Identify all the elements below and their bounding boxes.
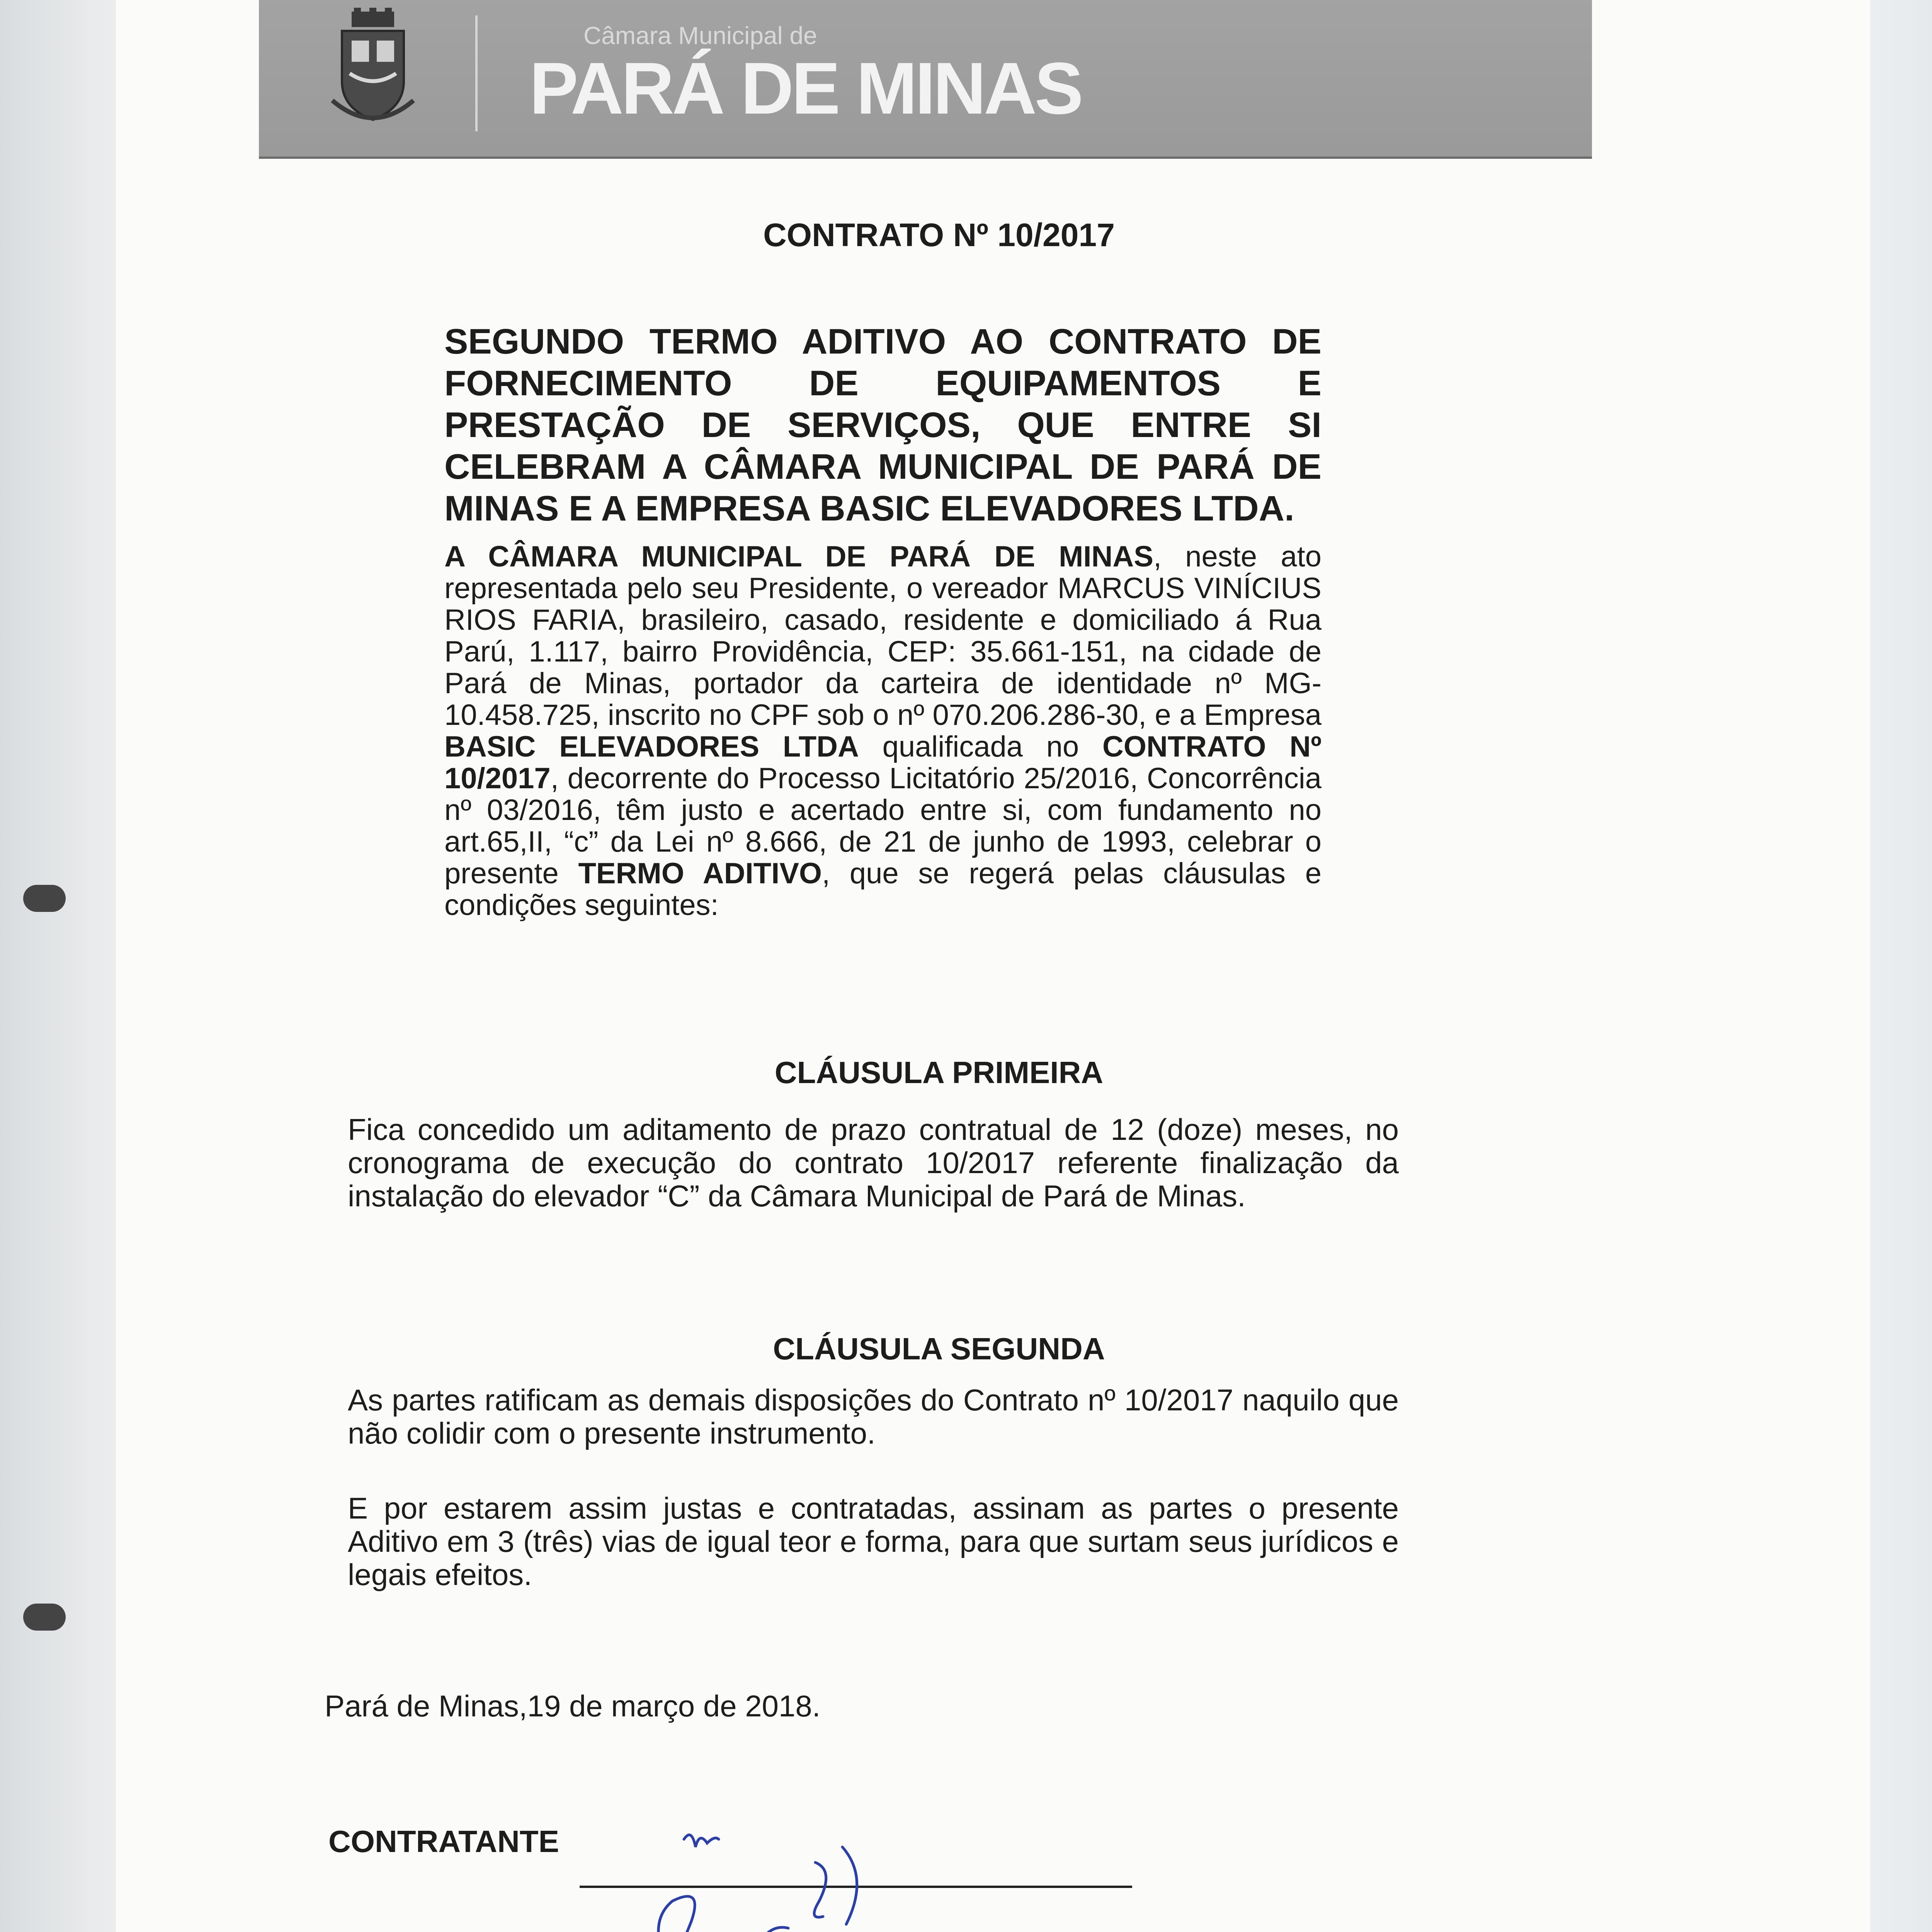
date-line: Pará de Minas,19 de março de 2018. — [325, 1689, 821, 1723]
contract-reference: CONTRATO Nº 10/2017 — [444, 730, 1321, 795]
binder-ring — [23, 1604, 66, 1631]
clause-two-title: CLÁUSULA SEGUNDA — [773, 1332, 1105, 1366]
clause-one-title: CLÁUSULA PRIMEIRA — [774, 1055, 1104, 1090]
intro-text-2: qualificada no — [859, 730, 1102, 763]
binder-ring — [23, 885, 66, 912]
term-label: TERMO ADITIVO — [578, 857, 822, 890]
closing-paragraph: E por estarem assim justas e contratadas, assinam as partes o presente Aditivo em 3 (três) vias de igual teor e forma, para que surtam seus jurídicos e legais efeitos. — [348, 1491, 1399, 1592]
coat-of-arms-icon — [328, 8, 417, 131]
header-subtitle: Câmara Municipal de — [583, 22, 817, 49]
intro-text-3: , decorrente do Processo Licitatório 25/2016, Concorrência nº 03/2016, têm justo e acertado entre si, com fundamento no art.65,II, “c” da Lei nº 8.666, de 21 de junho de 1993, celebrar o presente — [444, 762, 1321, 890]
document-page — [116, 0, 1870, 1932]
contratante-label: CONTRATANTE — [328, 1824, 559, 1859]
clause-one-text: Fica concedido um aditamento de prazo contratual de 12 (doze) meses, no cronograma de execução do contrato 10/2017 referente finalização da instalação do elevador “C” da Câmara Municipal de Pará de Minas. — [348, 1112, 1399, 1213]
header-divider — [475, 15, 478, 131]
letterhead — [259, 0, 1592, 159]
contract-number: CONTRATO Nº 10/2017 — [763, 217, 1115, 253]
handwritten-signature — [270, 1824, 927, 1932]
intro-text-4: , que se regerá pelas cláusulas e condições seguintes: — [444, 857, 1322, 922]
page-stack-edge — [1862, 0, 1932, 1932]
party-one: A CÂMARA MUNICIPAL DE PARÁ DE MINAS — [444, 540, 1153, 573]
header-title: PARÁ DE MINAS — [529, 48, 1081, 129]
intro-paragraph — [444, 541, 1321, 921]
intro-text-1: , neste ato representada pelo seu Presidente, o vereador MARCUS VINÍCIUS RIOS FARIA, brasileiro, casado, residente e domiciliado á Rua Parú, 1.117, bairro Providência, CEP: 35.661-151, na cidade de Pará de Minas, portador da carteira de identidade nº MG-10.458.725, inscrito no CPF sob o nº 070.206.286-30, e a Empresa — [444, 540, 1321, 731]
preamble-title: SEGUNDO TERMO ADITIVO AO CONTRATO DE FORNECIMENTO DE EQUIPAMENTOS E PRESTAÇÃO DE SERVIÇOS, QUE ENTRE SI CELEBRAM A CÂMARA MUNICIPAL DE PARÁ DE MINAS E A EMPRESA BASIC ELEVADORES LTDA. — [444, 322, 1321, 528]
clause-two-text: As partes ratificam as demais disposições do Contrato nº 10/2017 naquilo que não colidir com o presente instrumento. — [348, 1383, 1399, 1450]
party-two: BASIC ELEVADORES LTDA — [444, 730, 859, 763]
